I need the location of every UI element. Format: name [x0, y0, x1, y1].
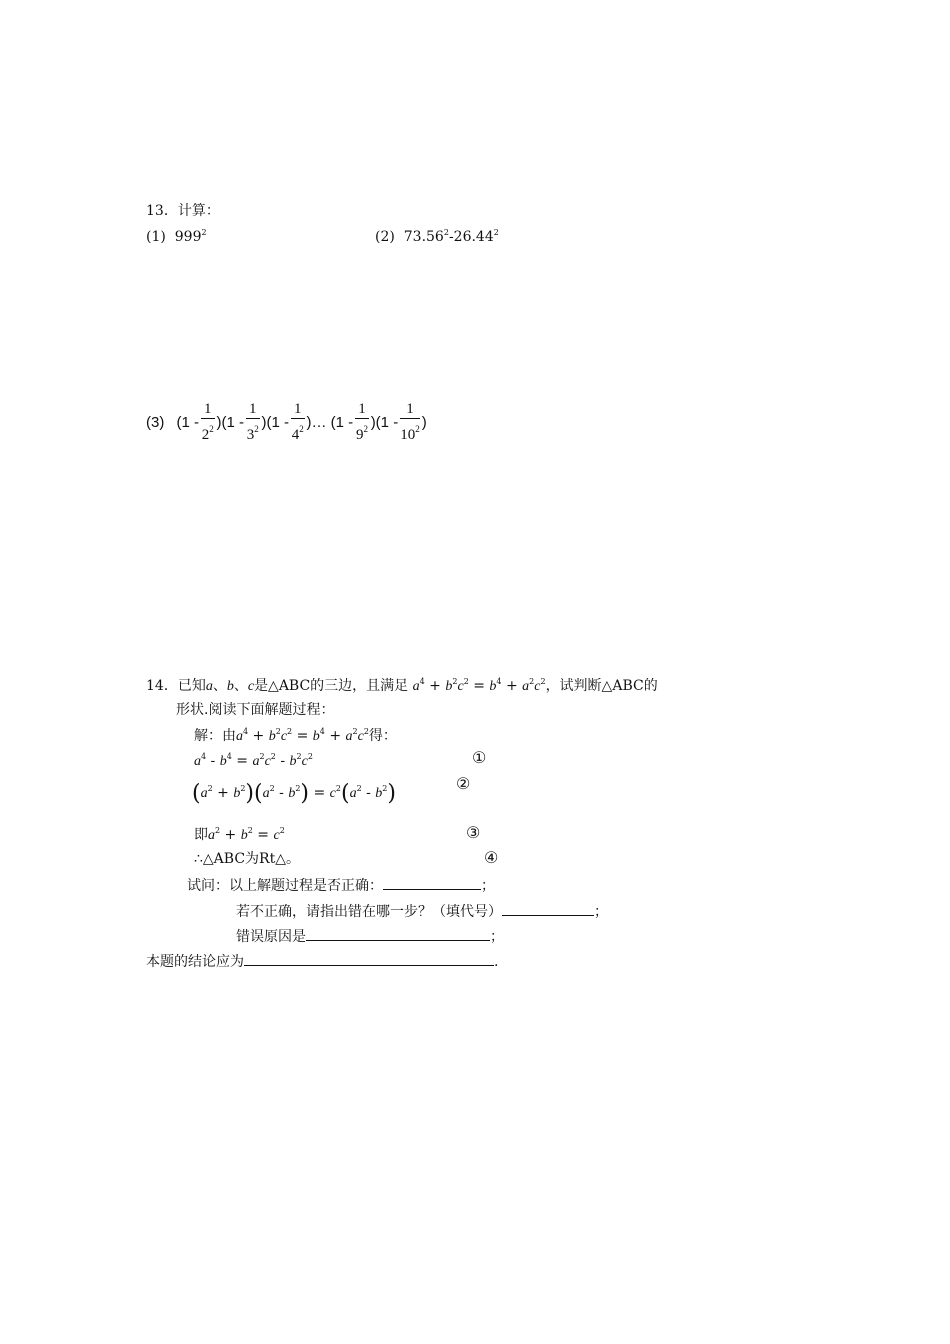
q13-part2: (2) 73.56$^2$-26.44$^2$ [375, 228, 499, 245]
question-reason: 错误原因是 ； [236, 929, 504, 945]
step-3-marker: ③ [466, 823, 481, 842]
q13-title: 13．计算： [146, 203, 220, 219]
part2-label: (2) [375, 229, 395, 245]
conclusion: 本题的结论应为 . [146, 954, 499, 970]
fraction-4: $\frac{1}{4^2}$ [291, 401, 304, 443]
q13-part1: (1) $999^2$ [146, 228, 207, 245]
fraction-2: $\frac{1}{2^2}$ [201, 401, 214, 443]
step-2: $(a^2 + b^2)(a^2 - b^2) = c^2(a^2 - b^2)$ [192, 781, 396, 806]
question-which-step: 若不正确，请指出错在哪一步？（填代号） ； [236, 904, 608, 920]
question-correct: 试问：以上解题过程是否正确： ； [187, 878, 495, 894]
q14-intro-line2: 形状.阅读下面解题过程： [176, 702, 335, 718]
answer-blank-reason[interactable] [306, 928, 490, 941]
q14-intro: 14．已知a、b、c是△ABC的三边，且满足 $a^4 + b^2c^2 = b^4 + a^2c^2$，试判断△ABC的 [146, 677, 658, 694]
step-3: 即$a^2 + b^2 = c^2$ [194, 826, 285, 843]
fraction-9: $\frac{1}{9^2}$ [355, 401, 368, 443]
answer-blank-conclusion[interactable] [244, 953, 494, 966]
answer-blank-correct[interactable] [383, 877, 481, 890]
fraction-3: $\frac{1}{3^2}$ [246, 401, 259, 443]
step-4: ∴△ABC为Rt△。 [194, 851, 300, 867]
q13-part3: (3) (1 - $\frac{1}{2^2}$ )(1 - $\frac{1}{3^2}$ )(1 - $\frac{1}{4^2}$ )… (1 - $\frac{1}{9^2}$ )(1 - $\frac{1}{10^2}$ ) [146, 401, 427, 443]
part3-label: (3) [146, 414, 165, 431]
part1-label: (1) [146, 229, 166, 245]
fraction-10: $\frac{1}{10^2}$ [400, 401, 420, 443]
step-1: $a^4 - b^4 = a^2c^2 - b^2c^2$ [194, 752, 313, 769]
solution-head: 解：由$a^4 + b^2c^2 = b^4 + a^2c^2$得： [194, 727, 397, 744]
step-1-marker: ① [472, 748, 487, 767]
step-4-marker: ④ [484, 848, 499, 867]
answer-blank-step[interactable] [502, 903, 594, 916]
part1-expr: 999 [174, 229, 202, 245]
step-2-marker: ② [456, 774, 471, 793]
